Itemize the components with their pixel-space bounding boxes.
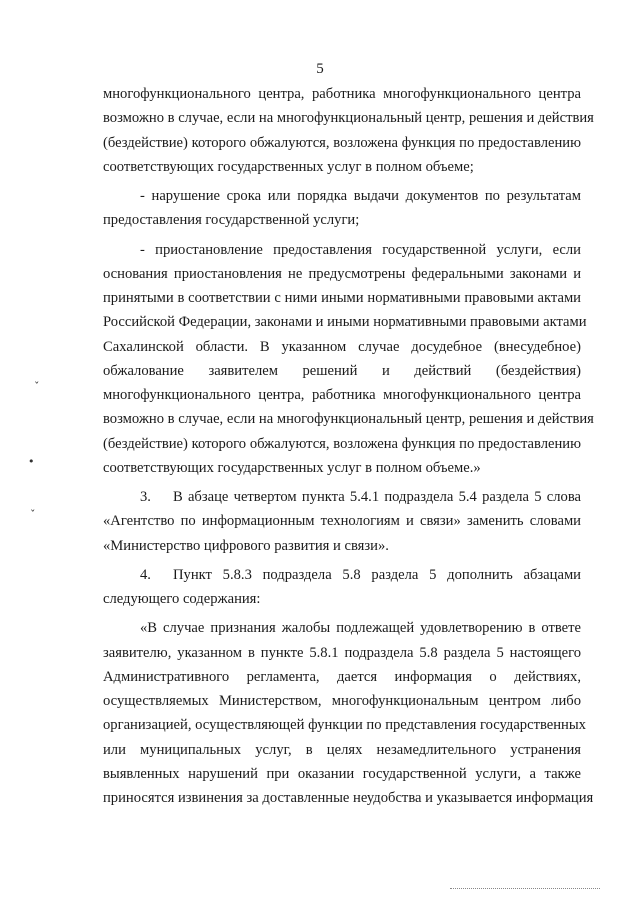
numbered-item-3 bbox=[103, 485, 581, 509]
text-line: «Министерство цифрового развития и связи». bbox=[103, 537, 389, 554]
text-line: предоставления государственной услуги; bbox=[103, 212, 360, 229]
text-line: обжалование заявителем решений и действий (бездействия) bbox=[103, 362, 581, 379]
text-line: многофункционального центра, работника многофункционального центра bbox=[103, 86, 581, 102]
text-line: Административного регламента, дается информация о действиях, bbox=[103, 668, 581, 685]
margin-mark-2: • bbox=[28, 455, 35, 468]
text-line: - приостановление предоставления государственной услуги, если bbox=[140, 241, 581, 258]
text-line: (бездействие) которого обжалуются, возложена функция по предоставлению bbox=[103, 435, 581, 452]
text-line: организацией, осуществляющей функции по представления государственных bbox=[103, 717, 586, 734]
text-line: приносятся извинения за доставленные неудобства и указывается информация bbox=[103, 790, 594, 806]
text-line: принятыми в соответствии с ними иными нормативными правовыми актами bbox=[103, 290, 581, 306]
text-line: выявленных нарушений при оказании государственной услуги, а также bbox=[103, 765, 581, 782]
page-number: 5 bbox=[316, 61, 324, 77]
text-line: возможно в случае, если на многофункциональный центр, решения и действия bbox=[103, 110, 594, 127]
text-line: (бездействие) которого обжалуются, возложена функция по предоставлению bbox=[103, 134, 581, 151]
text-line: соответствующих государственных услуг в полном объеме; bbox=[103, 158, 474, 175]
text-line: или муниципальных услуг, в целях незамедлительного устранения bbox=[103, 741, 581, 758]
text-line: следующего содержания: bbox=[103, 591, 261, 607]
text-line: Российской Федерации, законами и иными нормативными правовыми актами bbox=[103, 314, 587, 331]
margin-mark-1: ˇ bbox=[34, 380, 40, 393]
scan-artifact bbox=[450, 886, 600, 889]
text-line: «Агентство по информационным технологиям и связи» заменить словами bbox=[103, 513, 581, 530]
text-line: основания приостановления не предусмотрены федеральными законами и bbox=[103, 265, 581, 282]
item-number: 3. bbox=[140, 489, 151, 505]
numbered-item-4 bbox=[103, 563, 581, 587]
text-line: В абзаце четвертом пункта 5.4.1 подраздела 5.4 раздела 5 слова bbox=[173, 489, 581, 505]
item-number: 4. bbox=[140, 566, 151, 583]
text-line: заявителю, указанном в пункте 5.8.1 подраздела 5.8 раздела 5 настоящего bbox=[103, 644, 581, 661]
text-line: - нарушение срока или порядка выдачи документов по результатам bbox=[140, 188, 581, 204]
text-line: многофункционального центра, работника многофункционального центра bbox=[103, 387, 581, 403]
text-line: «В случае признания жалобы подлежащей удовлетворению в ответе bbox=[140, 620, 581, 637]
document-body bbox=[103, 82, 594, 810]
text-line: Сахалинской области. В указанном случае досудебное (внесудебное) bbox=[103, 338, 581, 355]
text-line: соответствующих государственных услуг в полном объеме.» bbox=[103, 459, 481, 476]
margin-mark-3: ˇ bbox=[30, 508, 36, 521]
text-line: осуществляемых Министерством, многофункциональным центром либо bbox=[103, 693, 581, 709]
text-line: Пункт 5.8.3 подраздела 5.8 раздела 5 дополнить абзацами bbox=[173, 566, 581, 583]
text-line: возможно в случае, если на многофункциональный центр, решения и действия bbox=[103, 411, 594, 428]
